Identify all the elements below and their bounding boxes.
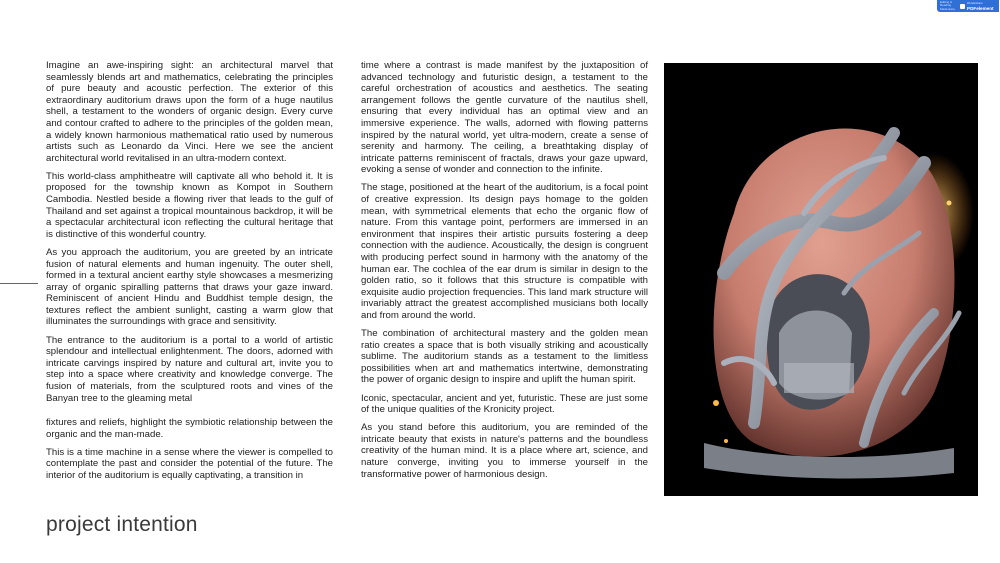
section-title: project intention <box>46 513 198 536</box>
margin-rule <box>0 283 38 284</box>
paragraph: The combination of architectural mastery and the golden mean ratio creates a space that is both visually striking and acoustically sublime. The auditorium stands as a testament to the limitless possibilities when art and mathematics intertwine, demonstrating the power of organic design to inspire and uplift the human spirit. <box>361 328 648 386</box>
paragraph: As you stand before this auditorium, you are reminded of the intricate beauty that exists in nature's patterns and the boundless creativity of the human mind. It is a place where art, science, and nature converge, inviting you to immerse yourself in the transformative power of harmonious design. <box>361 422 648 480</box>
paragraph: The stage, positioned at the heart of the auditorium, is a focal point of creative expression. Its design pays homage to the golden mean, with symmetrical elements that echo the organic flow of nature. From this vantage point, performers are immersed in an environment that inspires their artistic pursuits fostering a deep connection with the audience. Acoustically, the design is congruent with producing perfect sound in harmony with the anatomy of the human ear. The cochlea of the ear drum is similar in design to the golden ratio, so it follows that this structure is compatible with exquisite audio projection frequencies. This land mark structure will invariably attract the greatest accomplished musicians both locally and from around the world. <box>361 182 648 321</box>
paragraph: fixtures and reliefs, highlight the symbiotic relationship between the organic and the man-made. <box>46 417 333 440</box>
pdfelement-logo-icon <box>960 4 965 9</box>
paragraph: time where a contrast is made manifest by the juxtaposition of advanced technology and futuristic design, a testament to the careful orchestration of acoustics and aesthetics. The seating arrangement follows the gentle curvature of the nautilus shell, ensuring that every individual has an optimal view and an immersive experience. The walls, adorned with flowing patterns inspired by the natural world, yet ultra-modern, create a sense of serenity and harmony. The ceiling, a breathtaking display of intricate patterns reminiscent of fractals, draws your gaze upward, evoking a sense of wonder and connection to the infinite. <box>361 60 648 176</box>
paragraph: Imagine an awe-inspiring sight: an architectural marvel that seamlessly blends art and mathematics, celebrating the principles of pure beauty and acoustic perfection. The exterior of this extraordinary auditorium draws upon the form of a huge nautilus shell, a testament to the wonders of organic design. Every curve and contour crafted to adhere to the principles of the golden mean, a widely known harmonious mathematical ratio used by numerous artists such as Leonardo da Vinci. Here we see the ancient architectural world revitalised in an ultra-modern context. <box>46 60 333 164</box>
paragraph: Iconic, spectacular, ancient and yet, futuristic. These are just some of the unique qualities of the Kronicity project. <box>361 392 648 416</box>
text-column-right <box>361 60 648 487</box>
text-column-left <box>46 60 333 488</box>
watermark-tagline: Editing & Reading Made Easy <box>940 0 956 11</box>
paragraph: As you approach the auditorium, you are greeted by an intricate fusion of natural elements and human ingenuity. The outer shell, formed in a textural ancient earthy style showcases a mesmerizing array of organic spiralling patterns that draws your gaze inward. Reminiscent of ancient Hindu and Buddhist temple design, the textures reflect the ambient sunlight, casting a warm glow that illuminates the surroundings with grace and sensitivity. <box>46 246 333 328</box>
auditorium-render-image <box>664 63 978 496</box>
pdfelement-watermark <box>937 0 999 12</box>
watermark-brand: Wondershare PDFelement <box>967 2 994 11</box>
paragraph: This world-class amphitheatre will captivate all who behold it. It is proposed for the township known as Kompot in Southern Cambodia. Nestled beside a flowing river that leads to the gulf of Thailand and set against a tropical mountainous backdrop, it will be a spectacular architectural icon reflecting the cultural heritage that is distinctive of this wonderful country. <box>46 170 333 240</box>
paragraph: The entrance to the auditorium is a portal to a world of artistic splendour and intellectual enlightenment. The doors, adorned with intricate carvings inspired by nature and cultural art, invite you to step into a space where creativity and knowledge converge. The fusion of materials, from the sculptured roots and vines of the Banyan tree to the gleaming metal <box>46 334 333 404</box>
paragraph: This is a time machine in a sense where the viewer is compelled to contemplate the past and consider the potential of the future. The interior of the auditorium is equally captivating, a transition in <box>46 446 333 481</box>
